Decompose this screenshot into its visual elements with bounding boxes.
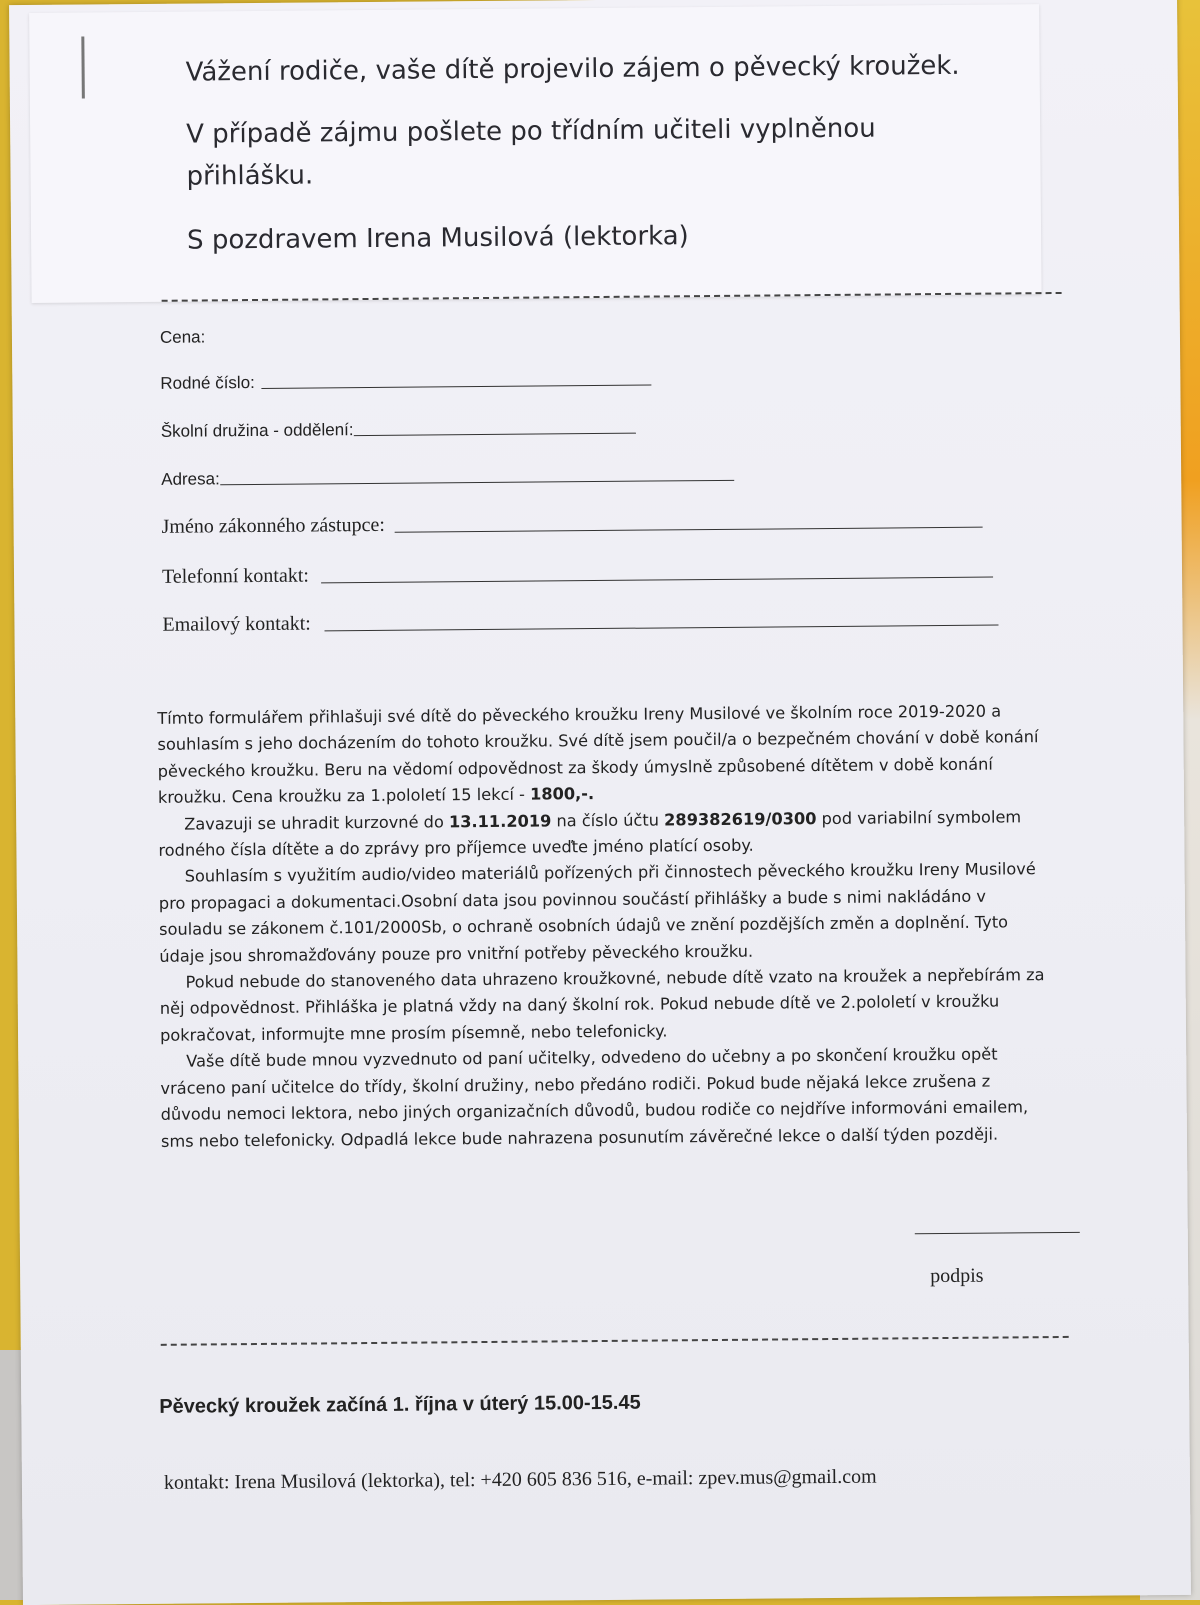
course-price: 1800,-. [529,784,595,804]
consent-paragraph-1 [157,698,1048,811]
contact-info: kontakt: Irena Musilová (lektorka), tel: +420 605 836 516, e-mail: zpev.mus@gmail.com [163,1465,877,1494]
payment-deadline: 13.11.2019 [448,811,552,831]
after-school-line[interactable] [354,432,636,436]
consent-paragraph-fee: Pokud nebude do stanoveného data uhrazeno kroužkovné, nebude dítě vzato na kroužek a nepřebírám za něj odpovědnost. Přihláška je platná vždy na daný školní rok. Pokud nebude dítě ve 2.pololetí v kroužku pokračovat, informujte mne prosím písemně, nebo telefonicky. [159,965,1045,1045]
phone-field[interactable] [162,559,993,589]
email-line[interactable] [325,624,999,632]
price-label: Cena: [159,327,206,347]
payment-text-c: pod variabilní symbolem rodného čísla dítěte a do zprávy pro příjemce uveďte jméno platící osoby. [158,806,1022,860]
address-line[interactable] [220,479,734,485]
notice-greeting: Vážení rodiče, vaše dítě projevilo zájem o pěvecký kroužek. [185,50,960,88]
guardian-field[interactable] [162,509,983,539]
payment-paragraph [158,804,1048,865]
notice-request: V případě zájmu pošlete po třídním učiteli vyplněnou [186,113,876,150]
price-field [160,327,206,347]
consent-paragraph-media: Souhlasím s využitím audio/video materiálů pořízených při činnostech pěveckého kroužku Ireny Musilové pro propagaci a dokumentaci.Osobní data jsou povinnou součástí přihlášky a bude s nimi nakládáno v souladu se zákonem č.101/2000Sb, o ochraně osobních údajů ve znění pozdějších změn a doplnění. Tyto údaje jsou shromažďovány pouze pro vnitřní potřeby pěveckého kroužku. [158,859,1036,966]
address-label: Adresa: [161,469,220,489]
pen-mark [81,36,85,98]
consent-text-1: Tímto formulářem přihlašuji své dítě do pěveckého kroužku Ireny Musilové ve školním roce 2019-2020 a souhlasím s jeho docházením do tohoto kroužku. Své dítě jsem poučil/a o bezpečném chování v době konání pěveckého kroužku. Beru na vědomí odpovědnost za škody úmyslně způsobené dítětem v době konání kroužku. Cena kroužku za 1.pololetí 15 lekcí - [157,701,1039,808]
guardian-label: Jméno zákonného zástupce: [161,513,385,538]
phone-label: Telefonní kontakt: [161,564,310,588]
email-field[interactable] [162,607,998,637]
birth-number-field[interactable] [160,370,651,394]
guardian-line[interactable] [395,526,983,533]
after-school-label: Školní družina - oddělení: [160,420,354,441]
payment-text-a: Zavazuji se uhradit kurzovné do [184,811,450,834]
signature-line[interactable] [915,1232,1080,1234]
start-info: Pěvecký kroužek začíná 1. října v úterý 15.00-15.45 [159,1391,641,1418]
parent-notice-slip [29,4,1041,303]
phone-line[interactable] [321,576,993,584]
notice-request-cont: přihlášku. [186,160,314,192]
birth-number-line[interactable] [261,384,651,389]
cut-line-bottom [161,1336,1069,1346]
bank-account: 289382619/0300 [664,808,817,830]
application-form-sheet [9,0,1191,1605]
consent-text [157,698,1051,1155]
notice-signature: S pozdravem Irena Musilová (lektorka) [186,221,689,256]
email-label: Emailový kontakt: [162,612,311,636]
payment-text-b: na číslo účtu [551,810,665,831]
address-field[interactable] [161,465,734,490]
signature-label: podpis [930,1264,984,1288]
after-school-field[interactable] [161,418,636,442]
birth-number-label: Rodné číslo: [160,372,255,393]
consent-paragraph-pickup: Vaše dítě bude mnou vyzvednuto od paní učitelky, odvedeno do učebny a po skončení kroužku opět vráceno paní učitelce do třídy, školní družiny, nebo předáno rodiči. Pokud bude nějaká lekce zrušena z důvodu nemoci lektora, nebo jiných organizačních důvodů, budou rodiče co nejdříve informováni emailem, sms nebo telefonicky. Odpadlá lekce bude nahrazena posunutím závěrečné lekce o další týden později. [160,1044,1029,1151]
